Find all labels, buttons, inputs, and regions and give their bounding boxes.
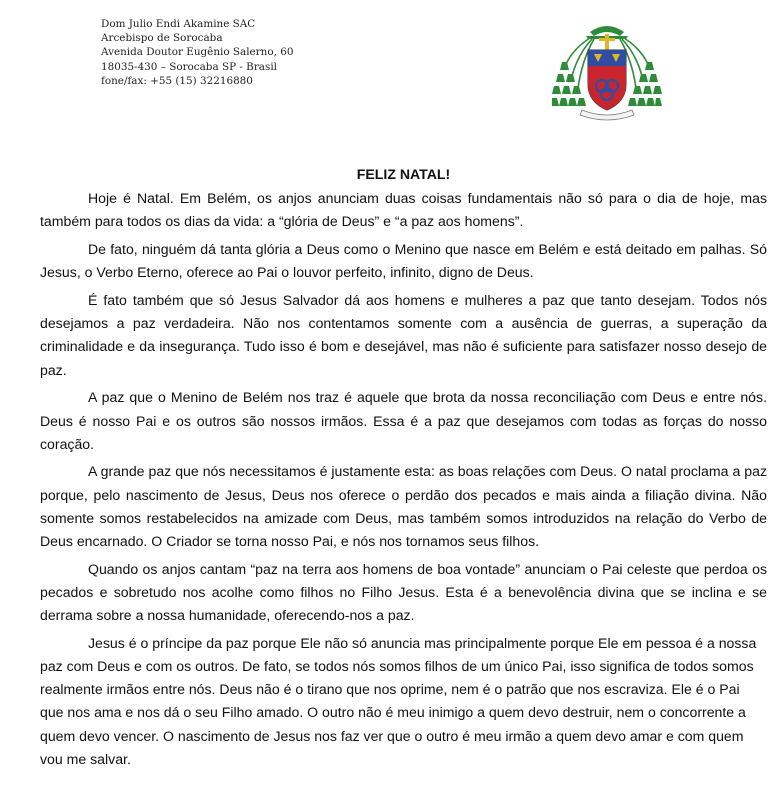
letter-paragraph-1: Hoje é Natal. Em Belém, os anjos anunciam duas coisas fundamentais não só para o dia de hoje, mas também para todos os dias da vida: a “glória de Deus” e “a paz aos homens”. bbox=[40, 190, 767, 230]
letterhead-street: Avenida Doutor Eugênio Salerno, 60 bbox=[101, 46, 294, 59]
letterhead-address bbox=[101, 17, 293, 88]
letter-paragraph-2: De fato, ninguém dá tanta glória a Deus como o Menino que nasce em Belém e está deitado em palhas. Só Jesus, o Verbo Eterno, oferece ao Pai o louvor perfeito, infinito, digno de Deus. bbox=[40, 241, 767, 281]
letterhead-name: Dom Julio Endi Akamine SAC bbox=[101, 18, 256, 30]
letter-title: FELIZ NATAL! bbox=[356, 166, 451, 182]
letterhead-phone: fone/fax: +55 (15) 32216880 bbox=[101, 74, 253, 87]
letter-paragraph-7: Jesus é o príncipe da paz porque Ele não só anuncia mas principalmente porque Ele em pessoa é a nossa paz com Deus e com os outros. De fato, se todos nós somos filhos de um único Pai, isso significa de todos somos realmente irmãos entre nós. Deus não é o tirano que nos oprime, nem é o patrão que nos escraviza. Ele é o Pai que nos ama e nos dá o seu Filho amado. O outro não é meu inimigo a quem devo destruir, nem o concorrente a quem devo vencer. O nascimento de Jesus nos faz ver que o outro é meu irmão a quem devo amar e com quem vou me salvar. bbox=[40, 634, 757, 767]
letter-paragraph-3: É fato também que só Jesus Salvador dá aos homens e mulheres a paz que tanto desejam. Todos nós desejamos a paz verdadeira. Não nos contentamos somente com a ausência de guerras, a superação da criminalidade e da insegurança. Tudo isso é bom e desejável, mas não é suficiente para satisfazer nosso desejo de paz. bbox=[40, 292, 767, 378]
letter-paragraph-6: Quando os anjos cantam “paz na terra aos homens de boa vontade” anunciam o Pai celeste que perdoa os pecados e sobretudo nos acolhe como filhos no Filho Jesus. Esta é a benevolência divina que se inclina e se derrama sobre a nossa humanidade, oferecendo-nos a paz. bbox=[40, 560, 767, 624]
letterhead-city: 18035-430 – Sorocaba SP - Brasil bbox=[101, 60, 277, 73]
coat-of-arms-icon bbox=[552, 14, 662, 126]
letter-paragraph-4: A paz que o Menino de Belém nos traz é aquele que brota da nossa reconciliação com Deus e entre nós. Deus é nosso Pai e os outros são nossos irmãos. Essa é a paz que desejamos com todas as forças do nosso coração. bbox=[40, 389, 767, 452]
letter-body bbox=[40, 163, 767, 776]
letter-paragraph-5: A grande paz que nós necessitamos é justamente esta: as boas relações com Deus. O natal proclama a paz porque, pelo nascimento de Jesus, Deus nos oferece o perdão dos pecados e mais ainda a filiação divina. Não somente somos restabelecidos na amizade com Deus, mas também somos introduzidos na relação do Verbo de Deus encarnado. O Criador se torna nosso Pai, e nós nos tornamos seus filhos. bbox=[40, 463, 767, 550]
letterhead-role: Arcebispo de Sorocaba bbox=[101, 32, 223, 45]
